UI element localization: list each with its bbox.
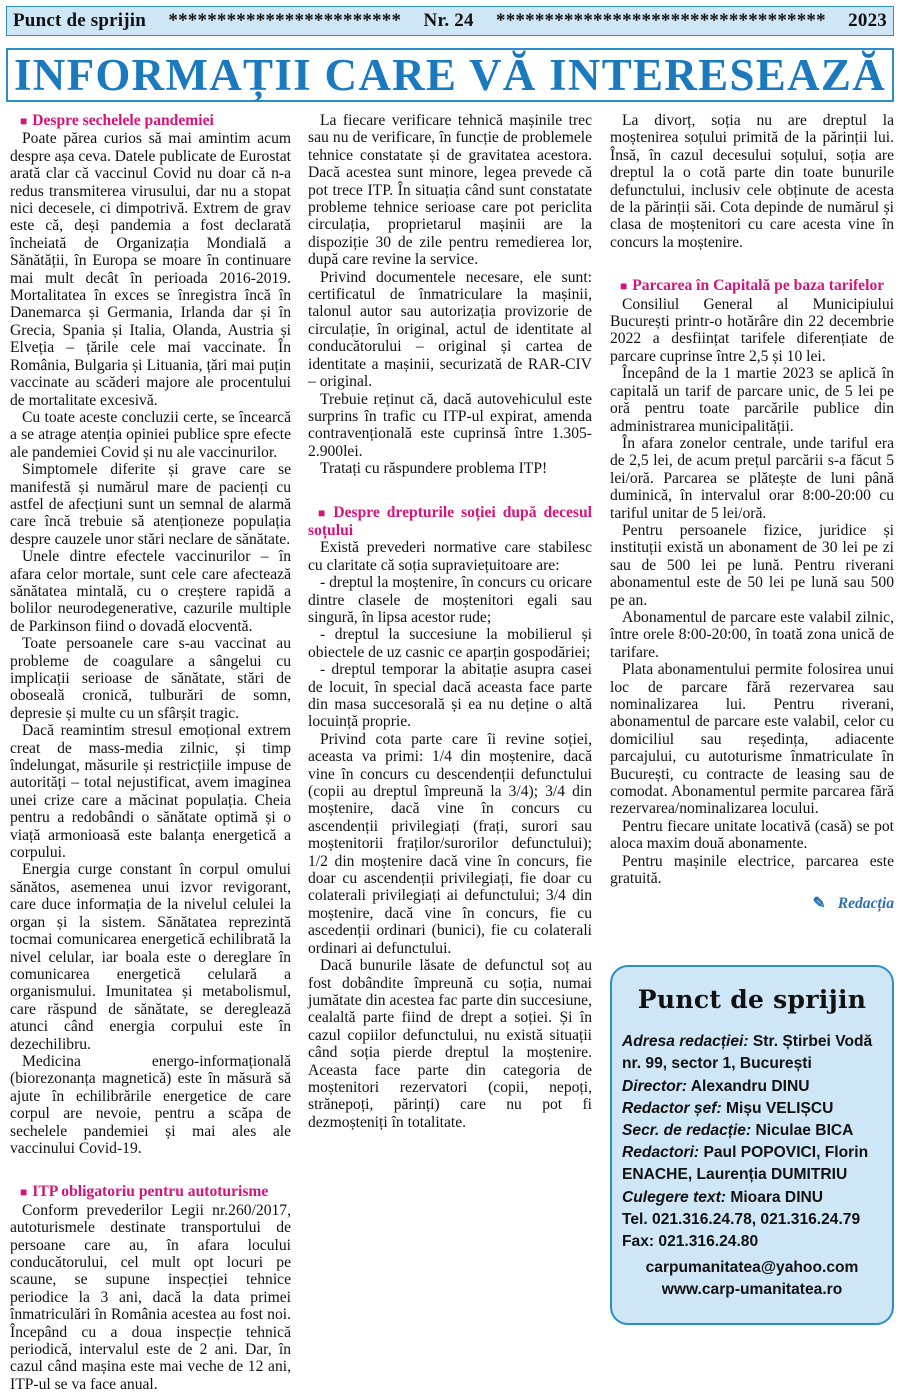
paragraph: - dreptul temporar la abitație asupra casei de locuit, în special dacă aceasta face parte din masa succesorală și ea nu deține o altă locuință proprie. <box>308 661 592 731</box>
masthead-stars-right: ********************************** <box>496 10 826 31</box>
paragraph: Privind cota parte care îi revine soției, aceasta va primi: 1/4 din moștenire, dacă vine în concurs cu descendenții defunctului (copii au dreptul împreună la 3/4); 3/4 din moștenire, dacă vine în concurs cu ascendenții privilegiați (frați, surori sau moștenitorii fraților/surorilor defunctului); 1/2 din moștenire dacă vine în concurs, fie doar cu ascendenții privilegiați, fie doar cu colaterali privilegiați ai defunctului; 3/4 din moștenire, dacă vine în concurs, fie cu ascedenții ordinari (bunici), fie cu colaterali ordinari ai defunctului. <box>308 730 592 957</box>
paragraph: Energia curge constant în corpul omului sănătos, asemenea unui izvor revigorant, care duce informația de la nivelul celulei la organ și la sistem. Sănătatea reprezintă tocmai comunicarea energetică echilibrată la nivel celular, iar boala este o dereglare în comunicarea energetică celulară a organismului. Imunitatea și metabolismul, care răspund de sănătate, se dereglează atunci când energia corpului este în dezechilibru. <box>10 861 291 1053</box>
signature <box>610 895 894 912</box>
paragraph: Dacă reamintim stresul emoțional extrem creat de mass-media zilnic, și timp îndelungat, măsurile și restricțiile impuse de autorități – total nejustificat, avem imaginea unei crize care a măcinat populația. Cheia pentru a redobândi o sănătate optimă și o viață armonioasă este balanța energetică a corpului. <box>10 722 291 862</box>
bullet-square-icon: ■ <box>20 114 28 128</box>
masthead-title: Punct de sprijin <box>13 10 147 31</box>
paragraph: Începând de la 1 martie 2023 se aplică în capitală un tarif de parcare unic, de 5 lei pe oră pentru toate parcările publice din administrarea municipalității. <box>610 365 894 435</box>
paragraph: Simptomele diferite și grave care se manifestă și numărul mare de pacienți cu astfel de afecțiuni sunt un semnal de alarmă care încă trebuie să atenționeze populația despre cauzele unor stări neclare de sănătate. <box>10 461 291 548</box>
pen-icon: ✎ <box>812 895 826 913</box>
issue-number: Nr. 24 <box>423 10 474 31</box>
section-heading-pandemie: ■ Despre sechelele pandemiei <box>20 112 214 129</box>
paragraph: Pentru mașinile electrice, parcarea este gratuită. <box>610 852 894 888</box>
paragraph: Tratați cu răspundere problema ITP! <box>320 460 548 478</box>
paragraph: Dacă bunurile lăsate de defunctul soț au fost dobândite împreună cu soția, numai jumătate din acestea fac parte din succesiune, cealaltă parte fiind de drept a soției. Și în cazul copiilor defunctului, nu există situații când soția pierde dreptul la moștenire. Aceasta face parte din categoria de moștenitori rezervatori (copii, nepoți, strănepoți, părinți) care nu pot fi dezmoșteniți în totalitate. <box>308 957 592 1131</box>
imprint-typing: Culegere text: Mioara DINU <box>622 1188 824 1206</box>
paragraph: Toate persoanele care s-au vaccinat au probleme de coagulare a sângelui cu implicații serioase de sănătate, stări de oboseală cronică, tulburări de somn, depresie și multe cu un sfârșit tragic. <box>10 635 291 722</box>
paragraph: La fiecare verificare tehnică mașinile trec sau nu de verificare, în funcție de problemele tehnice constatate și de gravitatea acestora. Dacă acestea sunt minore, legea prevede că pot trece ITP. În situația când sunt constatate probleme tehnice serioase care pot periclita circulația, proprietarul mașinii are la dispoziție 30 de zile pentru remedierea lor, după care revine la service. <box>308 112 592 269</box>
paragraph: Medicina energo-informațională (biorezonanța magnetică) este în măsură să ajute în echilibrările energetice de care corpul are nevoie, pentru a scăpa de sechelele pandemiei și mai ales ale vaccinului Covid-19. <box>10 1052 291 1157</box>
imprint-box <box>610 965 894 1325</box>
paragraph: - dreptul la moștenire, în concurs cu oricare dintre clasele de moștenitori egali sau singură, în lipsa acestor rude; <box>308 574 592 626</box>
imprint-phone: Tel. 021.316.24.78, 021.316.24.79 <box>622 1210 861 1228</box>
imprint-website[interactable]: www.carp-umanitatea.ro <box>661 1281 843 1299</box>
signature-text: Redacția <box>837 895 894 913</box>
paragraph: Abonamentul de parcare este valabil zilnic, între orele 8:00-20:00, în toată zona unică de tarifare. <box>610 608 894 661</box>
imprint-chief-editor: Redactor șef: Mișu VELIȘCU <box>622 1099 834 1117</box>
imprint-director: Director: Alexandru DINU <box>622 1077 810 1095</box>
imprint-fax: Fax: 021.316.24.80 <box>622 1233 759 1251</box>
paragraph: Plata abonamentului permite folosirea unui loc de parcare fără rezervarea sau nominalizarea lui. Pentru riverani, abonamentul de parcare este valabil, celor cu domiciliul sau reședința, adiacente parcajului, cu autoturisme înmatriculate în București, cu contracte de leasing sau de comodat. Abonamentul permite parcarea fără rezervarea/nominalizarea locului. <box>610 661 894 818</box>
column-1 <box>10 112 291 1393</box>
paragraph: Pentru fiecare unitate locativă (casă) se pot aloca maxim două abonamente. <box>610 817 894 853</box>
masthead-bar <box>6 6 894 36</box>
column-3 <box>610 112 894 913</box>
paragraph: Conform prevederilor Legii nr.260/2017, autoturismele destinate transportului de persoane care au, în afara locului conducătorului, cel mult opt locuri pe scaune, se supune inspecției tehnice periodice la 3 ani, dacă la data primei înmatriculări în România acestea au fost noi. Începând cu a doua inspecție tehnică periodică, intervalul este de 2 ani. Dar, în cazul când mașina este mai veche de 12 ani, ITP-ul se va face anual. <box>10 1201 291 1393</box>
imprint-email[interactable]: carpumanitatea@yahoo.com <box>645 1259 859 1277</box>
paragraph: Privind documentele necesare, ele sunt: certificatul de înmatriculare la mașinii, talonul autor sau autorizația provizorie de circulație, în original, actul de identitate al conducătorului – original și cartea de identitate a mașinii, securizată de RAR-CIV – original. <box>308 268 592 391</box>
page-headline: INFORMAȚII CARE VĂ INTERESEAZĂ <box>6 48 894 102</box>
paragraph: Există prevederi normative care stabilesc cu claritate că soția supraviețuitoare are: <box>308 539 592 574</box>
bullet-square-icon: ■ <box>620 279 628 294</box>
paragraph: Unele dintre efectele vaccinurilor – în afara celor mortale, sunt cele care afectează sănătatea mintală, cu o creștere rapidă a bolilor neurodegenerative, cazurile multiple de Parkinson fiind o dovadă elocventă. <box>10 548 291 635</box>
imprint-address: Adresa redacției: Str. Știrbei Vodă nr. 99, sector 1, București <box>622 1033 873 1073</box>
paragraph: Cu toate aceste concluzii certe, se încearcă a se atrage atenția opiniei publice spre efecte ale pandemiei Covid și nu ale vaccinurilor. <box>10 408 291 461</box>
bullet-square-icon: ■ <box>20 1185 28 1200</box>
section-heading-itp: ■ ITP obligatoriu pentru autoturisme <box>20 1183 269 1201</box>
imprint-title: Punct de sprijin <box>637 985 867 1014</box>
issue-year: 2023 <box>848 10 887 31</box>
paragraph: - dreptul la succesiune la mobilierul și obiectele de uz casnic ce aparțin gospodăriei; <box>308 626 592 661</box>
column-2 <box>308 112 592 1131</box>
paragraph: În afara zonelor centrale, unde tariful era de 2,5 lei, de acum prețul parcării s-a făcut 5 lei/oră. Parcarea se plătește de luni până duminică, în intervalul orar 8:00-20:00 cu tariful unitar de 5 lei/oră. <box>610 434 894 522</box>
paragraph: Consiliul General al Municipiului București printr-o hotărâre din 22 decembrie 2022 a desființat tarifele diferențiate de parcare cuprinse între 2,5 și 10 lei. <box>610 295 894 365</box>
paragraph: Poate părea curios să mai amintim acum despre așa ceva. Datele publicate de Eurostat arată clar că vaccinul Covid nu doar că n-a redus transmiterea virusului, dar nu a stopat nici decesele, ci dimpotrivă. Extrem de grav este că, deși pandemia a fost declarată încheiată de Organizația Mondială a Sănătății, în Europa se moare în continuare mai mult decât în perioada 2016-2019. Mortalitatea în exces se înregistra încă în Danemarca și Germania, Irlanda dar și în Grecia, Spania și Italia, Olanda, Austria și Elveția – țările cele mai vaccinate. În România, Bulgaria și Lituania, țări mai puțin vaccinate au scăderi majore ale procentului de mortalitate excesivă. <box>10 130 291 409</box>
paragraph: Pentru persoanele fizice, juridice și instituții există un abonament de 30 lei pe zi sau de 500 lei pe lună. Pentru riverani abonamentul este de 50 lei pe lună sau 500 pe an. <box>610 521 894 609</box>
imprint-editors: Redactori: Paul POPOVICI, Florin ENACHE, Laurenția DUMITRIU <box>622 1144 869 1184</box>
paragraph: La divorț, soția nu are dreptul la moștenirea soțului primită de la părinții lui. Însă, în cazul decesului soțului, soția are dreptul la o cotă parte din toate bunurile defunctului, inclusiv cele obținute de acesta de la părinții săi. Cota depinde de numărul și clasa de moștenitori cu care acesta vine în concurs la moștenire. <box>610 112 894 251</box>
imprint-secretary: Secr. de redacție: Niculae BICA <box>622 1122 854 1140</box>
bullet-square-icon: ■ <box>318 505 329 520</box>
section-heading-parcare: ■ Parcarea în Capitală pe baza tarifelor <box>620 277 885 295</box>
paragraph: Trebuie reținut că, dacă autovehiculul este surprins în trafic cu ITP-ul expirat, amenda contravențională este cuprinsă între 1.305-2.900lei. <box>308 390 592 460</box>
section-heading-drepturi: ■ Despre drepturile soției după decesul soțului <box>308 503 593 539</box>
masthead-stars-left: ************************ <box>168 10 402 31</box>
